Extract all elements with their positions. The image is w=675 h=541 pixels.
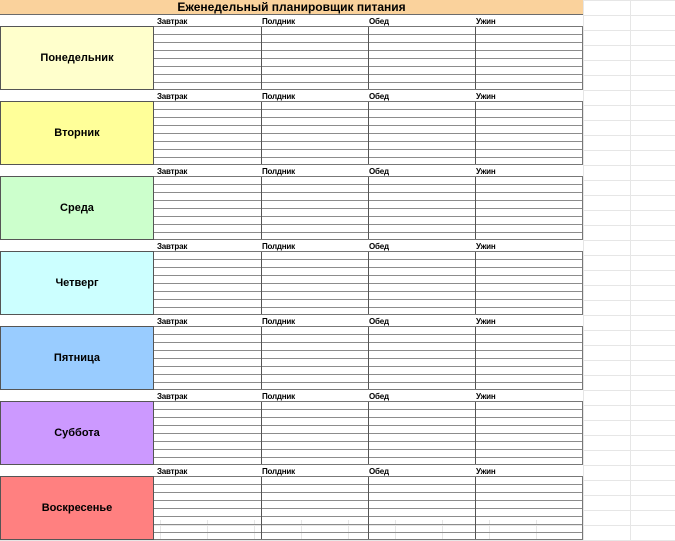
meal-header: Обед (369, 167, 389, 176)
meal-header-row (154, 467, 583, 476)
day-block (0, 167, 583, 241)
day-label-cell[interactable]: Суббота (0, 401, 154, 465)
column-divider (261, 252, 262, 314)
meal-header: Обед (369, 392, 389, 401)
column-divider (368, 477, 369, 539)
column-divider (261, 102, 262, 164)
column-divider (261, 477, 262, 539)
planner-title: Еженедельный планировщик питания (0, 0, 583, 15)
meal-header: Полдник (262, 167, 295, 176)
day-label-cell[interactable]: Пятница (0, 326, 154, 390)
column-divider (475, 252, 476, 314)
meal-header: Ужин (476, 17, 496, 26)
meal-entry-grid[interactable] (154, 326, 583, 390)
column-divider (368, 177, 369, 239)
column-divider (368, 102, 369, 164)
day-label-cell[interactable]: Четверг (0, 251, 154, 315)
column-divider (261, 402, 262, 464)
column-divider (475, 177, 476, 239)
meal-entry-grid[interactable] (154, 401, 583, 465)
meal-header-row (154, 92, 583, 101)
meal-header: Ужин (476, 392, 496, 401)
column-divider (261, 327, 262, 389)
column-divider (368, 252, 369, 314)
column-divider (368, 327, 369, 389)
meal-header: Обед (369, 467, 389, 476)
day-label-cell[interactable]: Понедельник (0, 26, 154, 90)
meal-header-row (154, 167, 583, 176)
meal-header: Обед (369, 317, 389, 326)
meal-header-row (154, 392, 583, 401)
column-divider (475, 102, 476, 164)
meal-header: Полдник (262, 17, 295, 26)
meal-header: Обед (369, 242, 389, 251)
day-block (0, 242, 583, 316)
meal-header: Ужин (476, 467, 496, 476)
meal-header: Полдник (262, 317, 295, 326)
column-divider (475, 327, 476, 389)
meal-header: Полдник (262, 92, 295, 101)
meal-header: Завтрак (157, 17, 188, 26)
meal-header: Обед (369, 92, 389, 101)
column-divider (368, 402, 369, 464)
meal-header: Ужин (476, 167, 496, 176)
meal-header: Завтрак (157, 242, 188, 251)
meal-header: Завтрак (157, 467, 188, 476)
meal-header: Ужин (476, 92, 496, 101)
column-divider (261, 177, 262, 239)
day-block (0, 17, 583, 91)
meal-header-row (154, 317, 583, 326)
day-block (0, 467, 583, 541)
meal-header: Завтрак (157, 392, 188, 401)
meal-entry-grid[interactable] (154, 251, 583, 315)
column-divider (261, 27, 262, 89)
meal-header: Завтрак (157, 317, 188, 326)
meal-entry-grid[interactable] (154, 26, 583, 90)
day-label-cell[interactable]: Вторник (0, 101, 154, 165)
meal-header: Полдник (262, 392, 295, 401)
meal-header-row (154, 242, 583, 251)
meal-header: Полдник (262, 242, 295, 251)
day-block (0, 92, 583, 166)
meal-entry-grid[interactable] (154, 176, 583, 240)
day-label-cell[interactable]: Воскресенье (0, 476, 154, 540)
column-divider (368, 27, 369, 89)
meal-header: Завтрак (157, 92, 188, 101)
day-block (0, 392, 583, 466)
meal-header: Ужин (476, 317, 496, 326)
meal-entry-grid[interactable] (154, 476, 583, 540)
meal-header-row (154, 17, 583, 26)
meal-header: Завтрак (157, 167, 188, 176)
day-block (0, 317, 583, 391)
meal-header: Обед (369, 17, 389, 26)
column-divider (475, 27, 476, 89)
column-divider (475, 402, 476, 464)
column-divider (475, 477, 476, 539)
meal-header: Ужин (476, 242, 496, 251)
meal-header: Полдник (262, 467, 295, 476)
meal-entry-grid[interactable] (154, 101, 583, 165)
day-label-cell[interactable]: Среда (0, 176, 154, 240)
